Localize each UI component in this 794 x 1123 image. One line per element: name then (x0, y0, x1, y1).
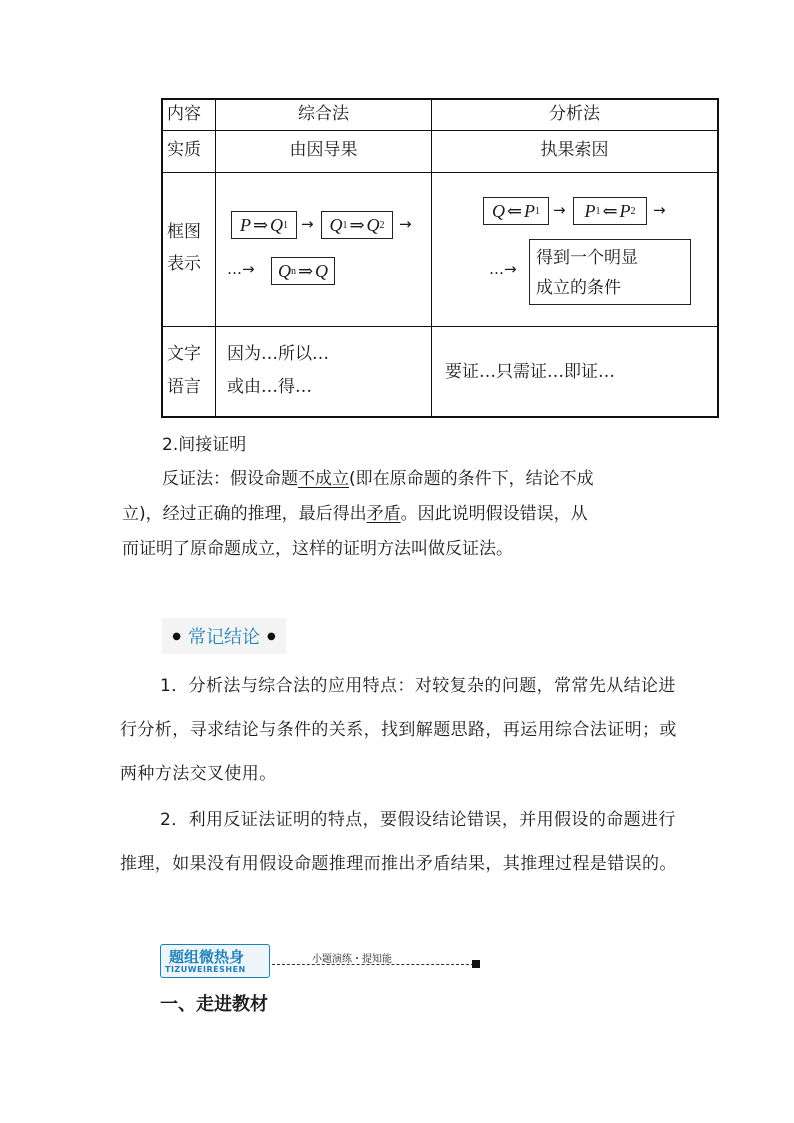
comparison-table (161, 98, 719, 418)
indirect-heading: 2.间接证明 (162, 435, 247, 455)
analytic-language: 要证…只需证…即证… (445, 362, 615, 382)
row-diagram-label-1: 框图 (167, 222, 201, 242)
ellipsis-arrow: …→ (227, 260, 255, 278)
row-language-label-1: 文字 (167, 344, 201, 364)
row-essence-label: 实质 (167, 140, 201, 160)
flow-arrow: → (653, 201, 666, 219)
bullet-dot-icon: ● (267, 630, 276, 642)
analytic-step-box-1: Q ⇐ P 1 (483, 197, 549, 225)
ellipsis-arrow: …→ (489, 260, 517, 278)
header-analytic: 分析法 (549, 104, 600, 124)
flow-arrow: → (399, 215, 412, 233)
keyword-not-hold: 不成立 (298, 469, 349, 489)
synthetic-step-box-1: P ⇒ Q 1 (231, 211, 297, 239)
row-diagram-label-2: 表示 (167, 254, 201, 274)
flow-arrow: → (553, 201, 566, 219)
bullet-dot-icon: ● (172, 630, 181, 642)
indirect-line-3: 而证明了原命题成立，这样的证明方法叫做反证法。 (122, 539, 513, 559)
banner-badge (160, 944, 270, 978)
conclusions-header: ● 常记结论 ● (162, 618, 286, 654)
banner-caption: 小题演练・提知能 (312, 954, 392, 965)
analytic-step-box-2: P 1 ⇐ P 2 (573, 197, 647, 225)
banner-end-square-icon (472, 960, 480, 968)
synthetic-step-box-2: Q 1 ⇒ Q 2 (321, 211, 393, 239)
conclusion-paragraph-1: 1．分析法与综合法的应用特点：对较复杂的问题，常常先从结论进行分析，寻求结论与条件的关系，找到解题思路，再运用综合法证明；或两种方法交叉使用。 (120, 676, 677, 784)
banner-title: 题组微热身 (169, 948, 245, 966)
banner-subtitle: TIZUWEIRESHEN (165, 965, 246, 974)
flow-arrow: → (301, 215, 314, 233)
analytic-essence: 执果索因 (540, 140, 609, 160)
header-synthetic: 综合法 (298, 104, 349, 124)
keyword-contradiction: 矛盾 (366, 504, 401, 524)
practice-banner (160, 944, 480, 980)
synthetic-essence: 由因导果 (289, 140, 358, 160)
header-content: 内容 (167, 104, 201, 124)
analytic-condition-box: 得到一个明显 成立的条件 (529, 239, 691, 305)
synthetic-language-line-1: 因为…所以… (227, 344, 329, 364)
indirect-line-2: 立)，经过正确的推理，最后得出矛盾。因此说明假设错误，从 (122, 504, 588, 524)
conclusion-paragraph-2: 2．利用反证法证明的特点，要假设结论错误，并用假设的命题进行推理，如果没有用假设命题推理而推出矛盾结果，其推理过程是错误的。 (120, 810, 677, 874)
synthetic-language-line-2: 或由…得… (227, 377, 312, 397)
synthetic-step-box-3: Q n ⇒ Q (271, 257, 335, 285)
indirect-line-1: 反证法：假设命题不成立(即在原命题的条件下，结论不成 (162, 469, 594, 489)
row-language-label-2: 语言 (167, 377, 201, 397)
section-heading: 一、走进教材 (160, 994, 268, 1015)
